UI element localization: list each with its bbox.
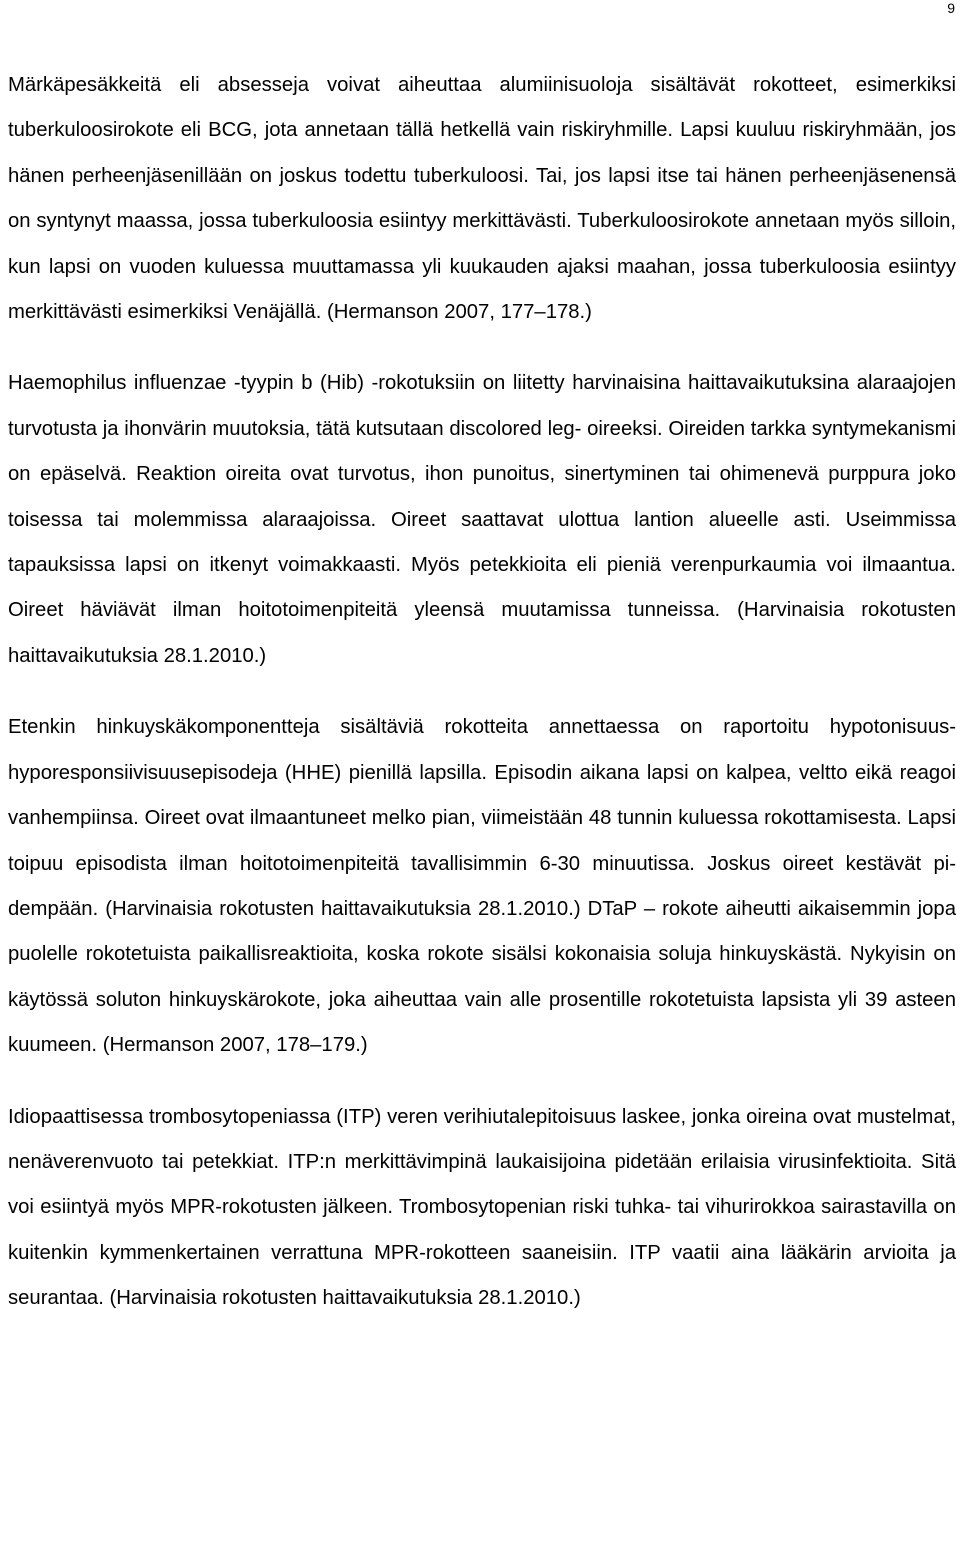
page-number: 9 (947, 0, 955, 16)
paragraph-itp: Idiopaattisessa trombosytopeniassa (ITP) veren verihiutalepitoisuus laskee, jonka oireina ovat mustelmat, nenäverenvuoto tai petekkiat. ITP:n merkittävimpinä laukaisijoina pidetään erilaisia virusinfektioita. Sitä voi esiintyä myös MPR-rokotusten jälkeen. Trombosytopenian riski tuhka- tai vihurirokkoa sairastavilla on kuitenkin kymmenkertainen verrattuna MPR-rokotteen saaneisiin. ITP vaatii aina lääkärin arvioita ja seurantaa. (Harvinaisia rokotusten haittavaikutuksia 28.1.2010.) (8, 1105, 956, 1310)
document-body (8, 63, 956, 1322)
paragraph-bcg-abscesses: Märkäpesäkkeitä eli absesseja voivat aiheuttaa alumiinisuoloja sisältävät rokotteet, esimerkiksi tuberkuloosirokote eli BCG, jota annetaan tällä hetkellä vain riskiryhmille. Lapsi kuuluu riskiryhmään, jos hänen perheenjäsenillään on joskus todettu tuberkuloosi. Tai, jos lapsi itse tai hänen perheenjäsenensä on syntynyt maassa, jossa tuberkuloosia esiintyy merkittävästi. Tuberkuloosirokote annetaan myös silloin, kun lapsi on vuoden kuluessa muuttamassa yli kuukauden ajaksi maahan, jossa tuberkuloosia esiintyy merkittävästi esimerkiksi Venäjällä. (Hermanson 2007, 177–178.) (8, 74, 956, 324)
paragraph-hib-discolored-leg: Haemophilus influenzae -tyypin b (Hib) -rokotuksiin on liitetty harvinaisina haittavaikutuksina alaraajojen turvotusta ja ihonvärin muutoksia, tätä kutsutaan discolored leg- oireeksi. Oireiden tarkka syntymekanismi on epäselvä. Reaktion oireita ovat turvotus, ihon punoitus, sinertyminen tai ohimenevä purppura joko toisessa tai molemmissa alaraajoissa. Oireet saattavat ulottua lantion alueelle asti. Useimmissa tapauksissa lapsi on itkenyt voimakkaasti. Myös petekkioita eli pieniä verenpurkaumia voi ilmaantua. Oireet häviävät ilman hoitotoimenpiteitä yleensä muutamissa tunneissa. (Harvinaisia rokotusten haittavaikutuksia 28.1.2010.) (8, 372, 956, 667)
paragraph-hhe-episodes: Etenkin hinkuyskäkomponentteja sisältäviä rokotteita annettaessa on raportoitu hypotonisuus-hyporesponsiivisuusepisodeja (HHE) pienillä lapsilla. Episodin aikana lapsi on kalpea, veltto eikä reagoi vanhempiinsa. Oireet ovat ilmaantuneet melko pian, viimeistään 48 tunnin kuluessa rokottamisesta. Lapsi toipuu episodista ilman hoitotoimenpiteitä tavallisimmin 6-30 minuutissa. Joskus oireet kestävät pidempään. (Harvinaisia rokotusten haittavaikutuksia 28.1.2010.) DTaP – rokote aiheutti aikaisemmin jopa puolelle rokotetuista paikallisreaktioita, koska rokote sisälsi kokonaisia soluja hinkuyskästä. Nykyisin on käytössä soluton hinkuyskärokote, joka aiheuttaa vain alle prosentille rokotetuista lapsista yli 39 asteen kuumeen. (Hermanson 2007, 178–179.) (8, 716, 956, 1057)
